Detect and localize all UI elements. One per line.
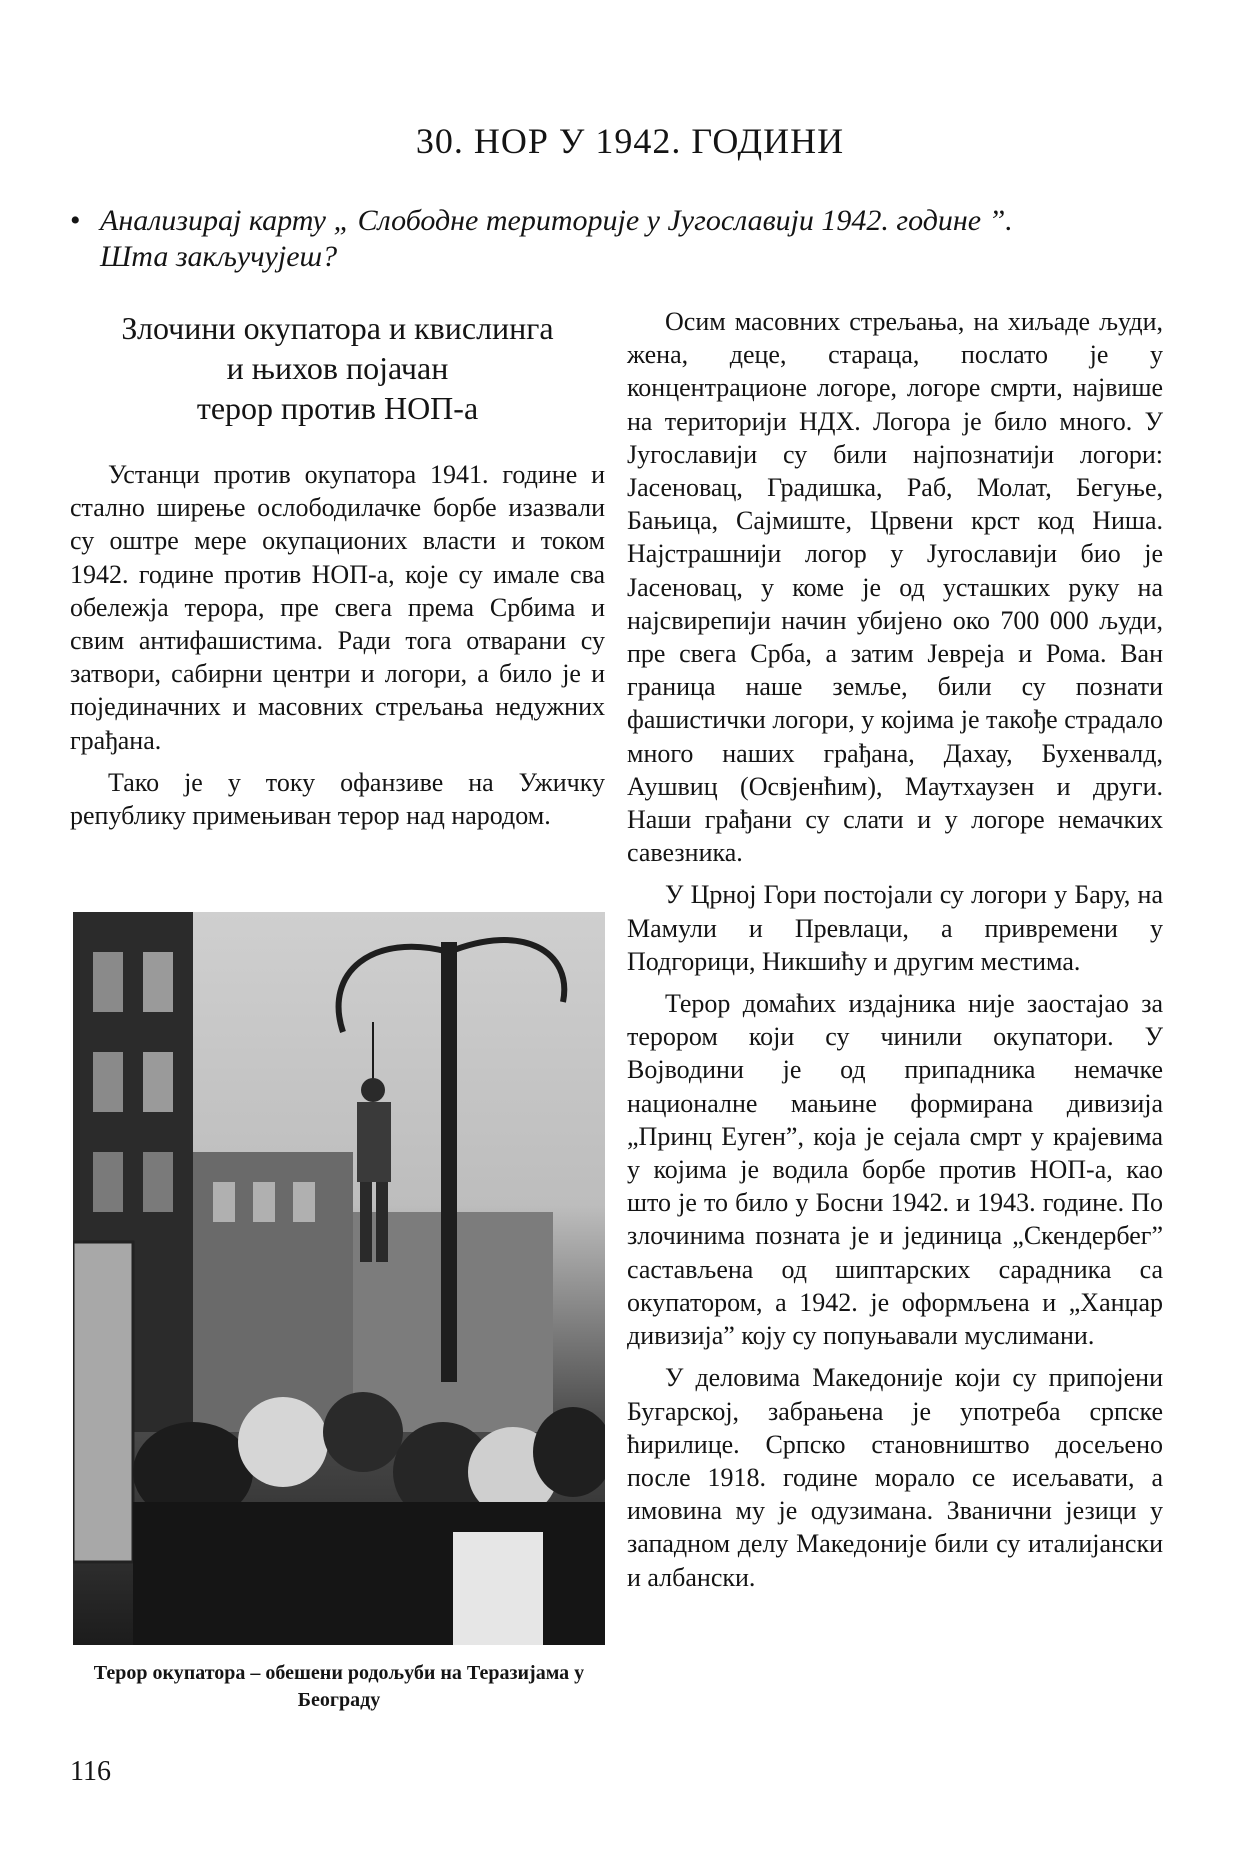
page-number: 116: [70, 1756, 111, 1787]
task-prompt: [70, 203, 1050, 275]
section-heading-line: терор против НОП-а: [196, 390, 479, 426]
body-paragraph: Терор домаћих издајника није заостајао за терором који су чинили окупатори. У Војводини је од припадника немачке националне мањине формирана дивизија „Принц Еуген”, која је сејала смрт у крајевима у којима је водила борбе против НОП-а, као што је то било у Босни 1942. и 1943. године. По злочинима позната је и јединица „Скендербег” састављена од шиптарских сарадника са окупатором, а 1942. је оформљена и „Ханџар дивизија” коју су попуњавали муслимани.: [627, 989, 1163, 1351]
historical-photo: [73, 912, 605, 1645]
task-text: Анализирај карту „ Слободне територије у Југославији 1942. године ”. Шта закључујеш?: [100, 204, 1013, 273]
section-heading-line: Злочини окупатора и квислинга: [121, 310, 554, 346]
right-column: [627, 305, 1163, 1603]
photo-caption: Терор окупатора – обешени родољуби на Теразијама у Београду: [93, 1662, 585, 1711]
section-heading-line: и њихов појачан: [226, 350, 449, 386]
chapter-title: 30. НОР У 1942. ГОДИНИ: [415, 121, 845, 161]
body-paragraph: У Црној Гори постојали су логори у Бару, на Мамули и Превлаци, а привремени у Подгорици, Никшићу и другим местима.: [627, 880, 1163, 976]
body-paragraph: У деловима Македоније који су припојени Бугарској, забрањена је употреба српске ћирилице. Српско становништво досељено после 1918. године морало се исељавати, а имовина му је одузимана. Званични језици у западном делу Македоније били су италијански и албански.: [627, 1363, 1163, 1592]
body-paragraph: Осим масовних стрељања, на хиљаде људи, жена, деце, стараца, послато је у концентрационе логоре, логоре смрти, највише на територији НДХ. Логора је било много. У Југославији су били најпознатији логори: Јасеновац, Градишка, Раб, Молат, Бегуње, Бањица, Сајмиште, Црвени крст код Ниша. Најстрашнији логор у Југославији био је Јасеновац, у коме је од усташких руку на најсвирепији начин убијено око 700 000 људи, пре свега Срба, а затим Јевреја и Рома. Ван граница наше земље, били су познати фашистички логори, у којима је такође страдало много наших грађана, Дахау, Бухенвалд, Аушвиц (Освјенћим), Маутхаузен и други. Наши грађани су слати и у логоре немачких савезника.: [627, 307, 1163, 868]
body-paragraph: Устанци против окупатора 1941. године и стално ширење ослободилачке борбе изазвали су оштре мере окупационих власти и током 1942. године против НОП-а, које су имале сва обележја терора, пре свега према Србима и свим антифашистима. Ради тога отварани су затвори, сабирни центри и логори, а било је и појединачних и масовних стрељања недужних грађана.: [70, 460, 605, 755]
bullet-icon: •: [70, 204, 81, 237]
section-heading: [70, 308, 605, 428]
photo-illustration: [73, 912, 605, 1645]
left-column: [70, 308, 605, 841]
body-paragraph: Тако је у току офанзиве на Ужичку републику примењиван терор над народом.: [70, 767, 605, 831]
